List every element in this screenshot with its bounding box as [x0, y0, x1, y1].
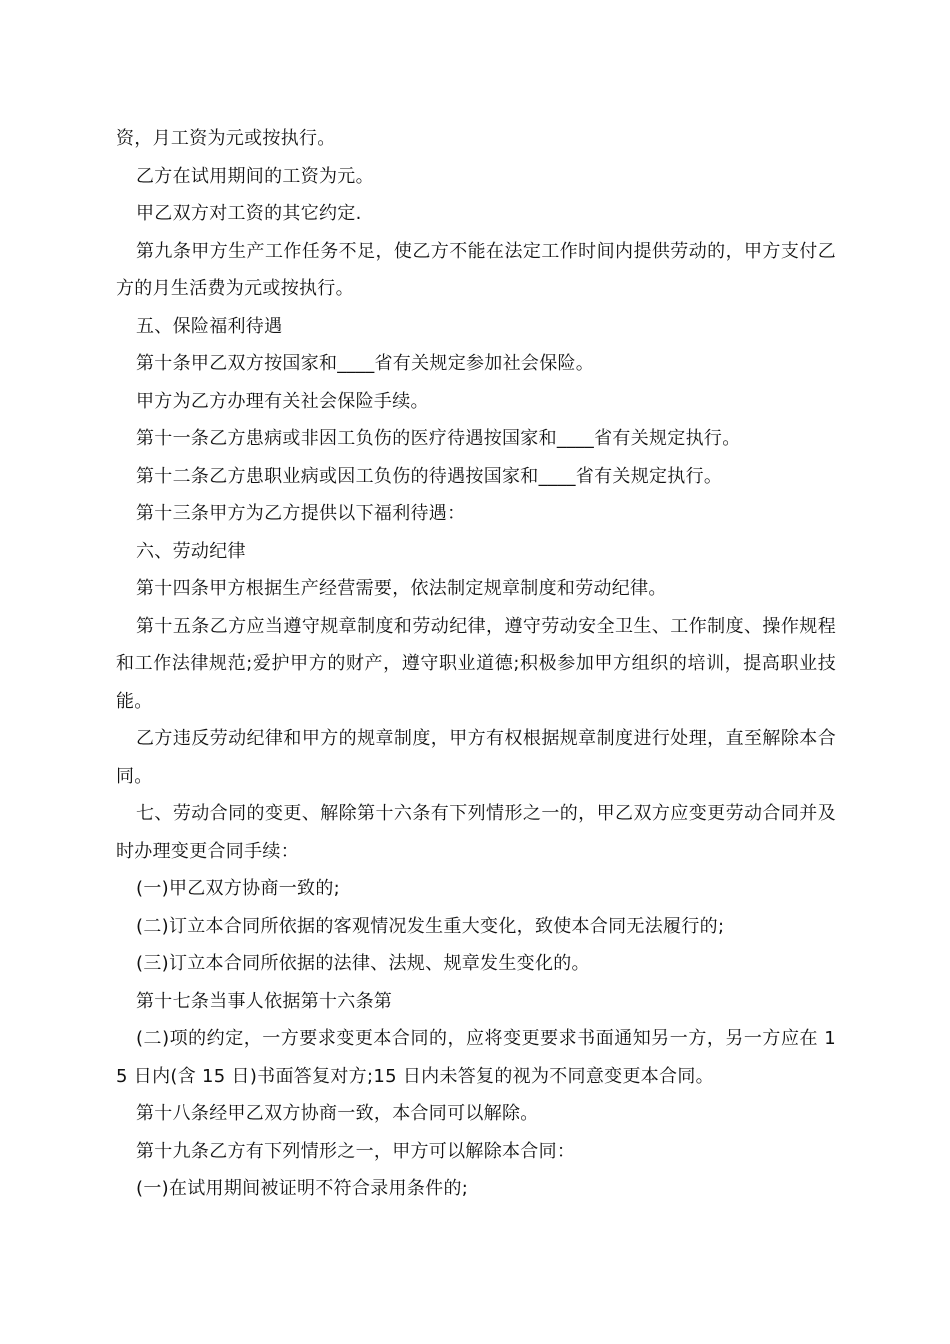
paragraph: 七、劳动合同的变更、解除第十六条有下列情形之一的，甲乙双方应变更劳动合同并及时办理变更合同手续：	[116, 803, 836, 862]
paragraph: 第十八条经甲乙双方协商一致，本合同可以解除。	[136, 1103, 539, 1124]
paragraph: 甲乙双方对工资的其它约定.	[136, 203, 362, 224]
paragraph: 第十五条乙方应当遵守规章制度和劳动纪律，遵守劳动安全卫生、工作制度、操作规程和工作法律规范;爱护甲方的财产，遵守职业道德;积极参加甲方组织的培训，提高职业技能。	[116, 615, 836, 712]
paragraph: 乙方违反劳动纪律和甲方的规章制度，甲方有权根据规章制度进行处理，直至解除本合同。	[116, 728, 836, 787]
list-item: (一)甲乙双方协商一致的;	[136, 878, 341, 899]
paragraph: 乙方在试用期间的工资为元。	[136, 165, 374, 187]
paragraph: 第十一条乙方患病或非因工负伤的医疗待遇按国家和____省有关规定执行。	[136, 428, 741, 449]
paragraph: 第十四条甲方根据生产经营需要，依法制定规章制度和劳动纪律。	[136, 578, 667, 599]
paragraph: 第十九条乙方有下列情形之一，甲方可以解除本合同：	[136, 1140, 576, 1162]
paragraph: 资，月工资为元或按执行。	[116, 128, 336, 149]
list-item: (三)订立本合同所依据的法律、法规、规章发生变化的。	[136, 953, 590, 974]
section-heading: 五、保险福利待遇	[136, 315, 283, 337]
document-body	[116, 120, 836, 1208]
paragraph: 甲方为乙方办理有关社会保险手续。	[136, 390, 429, 412]
list-item: (一)在试用期间被证明不符合录用条件的;	[136, 1178, 469, 1199]
paragraph: 第十二条乙方患职业病或因工负伤的待遇按国家和____省有关规定执行。	[136, 465, 723, 487]
section-heading: 六、劳动纪律	[136, 540, 246, 562]
paragraph: 第十三条甲方为乙方提供以下福利待遇：	[136, 503, 466, 524]
paragraph: 第九条甲方生产工作任务不足，使乙方不能在法定工作时间内提供劳动的，甲方支付乙方的月生活费为元或按执行。	[116, 240, 836, 299]
paragraph: 第十条甲乙双方按国家和____省有关规定参加社会保险。	[136, 353, 595, 374]
paragraph: (二)项的约定，一方要求变更本合同的，应将变更要求书面通知另一方，另一方应在 15 日内(含 15 日)书面答复对方;15 日内未答复的视为不同意变更本合同。	[116, 1028, 836, 1087]
list-item: (二)订立本合同所依据的客观情况发生重大变化，致使本合同无法履行的;	[136, 915, 725, 937]
paragraph: 第十七条当事人依据第十六条第	[136, 990, 393, 1012]
